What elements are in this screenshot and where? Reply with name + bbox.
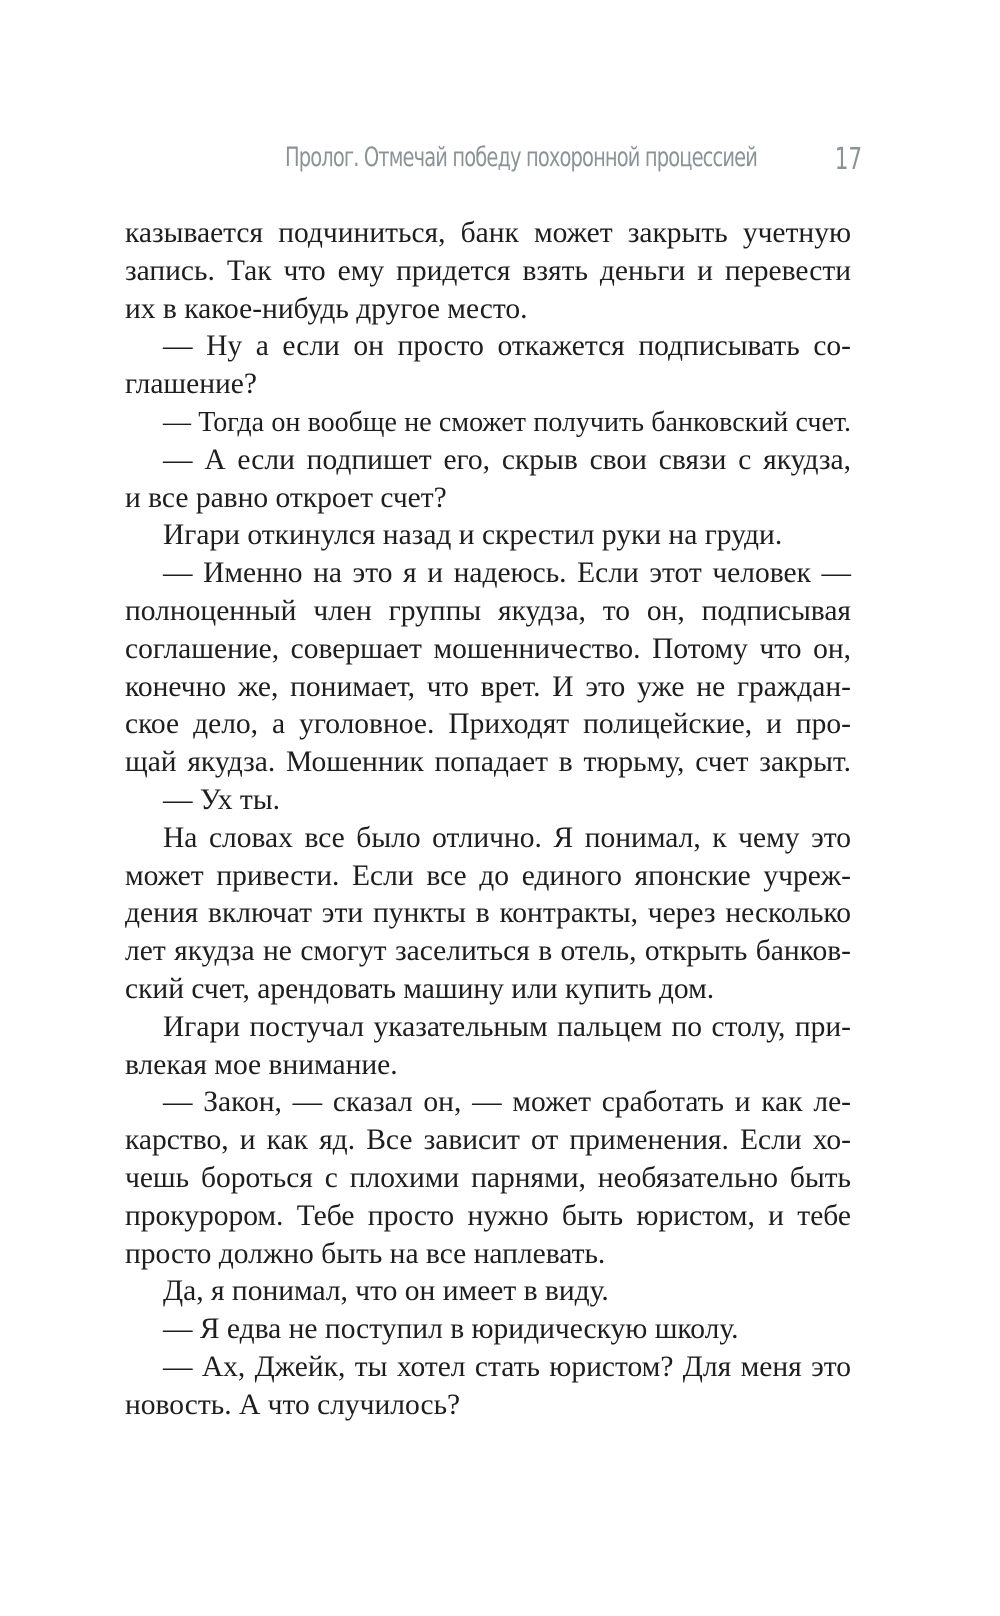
text-line: Да, я понимал, что он имеет в виду.: [163, 1275, 609, 1308]
text-line: Игари постучал указательным пальцем по столу, при-: [163, 1010, 851, 1043]
text-line: — А если подпишет его, скрыв свои связи с якудза,: [163, 443, 851, 476]
text-line: соглашение, совершает мошенничество. Потому что он,: [125, 632, 851, 665]
text-line: — Именно на это я и надеюсь. Если этот человек —: [163, 557, 851, 590]
text-line: и все равно откроет счет?: [125, 481, 447, 514]
text-line: чешь бороться с плохими парнями, необязательно быть: [125, 1161, 851, 1194]
text-line: щай якудза. Мошенник попадает в тюрьму, счет закрыт.: [125, 746, 851, 779]
text-line: — Ух ты.: [163, 783, 281, 816]
text-line: глашение?: [125, 368, 257, 401]
running-title: Пролог. Отмечай победу похоронной процессией: [285, 142, 757, 173]
text-line: просто должно быть на все наплевать.: [125, 1237, 606, 1270]
text-line: — Ах, Джейк, ты хотел стать юристом? Для меня это: [163, 1350, 851, 1383]
text-line: На словах все было отлично. Я понимал, к чему это: [163, 821, 851, 854]
text-line: — Тогда он вообще не сможет получить банковский счет.: [163, 406, 851, 438]
page-number: 17: [834, 142, 862, 177]
text-line: — Закон, — сказал он, — может сработать и как ле-: [163, 1086, 851, 1119]
text-line: ское дело, а уголовное. Приходят полицейские, и про-: [125, 708, 851, 741]
text-line: их в какое-нибудь другое место.: [125, 292, 528, 325]
text-line: — Ну а если он просто откажется подписывать со-: [163, 330, 851, 363]
text-line: Игари откинулся назад и скрестил руки на груди.: [163, 519, 783, 552]
text-line: запись. Так что ему придется взять деньги и перевести: [125, 254, 851, 287]
text-line: казывается подчиниться, банк может закрыть учетную: [125, 217, 851, 249]
text-line: новость. А что случилось?: [125, 1388, 461, 1421]
text-line: — Я едва не поступил в юридическую школу.: [163, 1313, 739, 1346]
text-line: ский счет, арендовать машину или купить дом.: [125, 972, 715, 1005]
running-header: [120, 142, 862, 192]
text-line: дения включат эти пункты в контракты, через несколько: [125, 897, 851, 930]
text-line: может привести. Если все до единого японские учреж-: [125, 859, 851, 892]
text-line: лет якудза не смогут заселиться в отель, открыть банков-: [125, 935, 851, 968]
text-line: карство, и как яд. Все зависит от применения. Если хо-: [125, 1124, 851, 1157]
text-line: прокурором. Тебе просто нужно быть юристом, и тебе: [125, 1199, 851, 1232]
text-line: полноценный член группы якудза, то он, подписывая: [125, 594, 851, 627]
text-line: влекая мое внимание.: [125, 1048, 398, 1081]
text-line: конечно же, понимает, что врет. И это уже не граждан-: [125, 670, 851, 703]
body-text: [125, 215, 851, 1425]
